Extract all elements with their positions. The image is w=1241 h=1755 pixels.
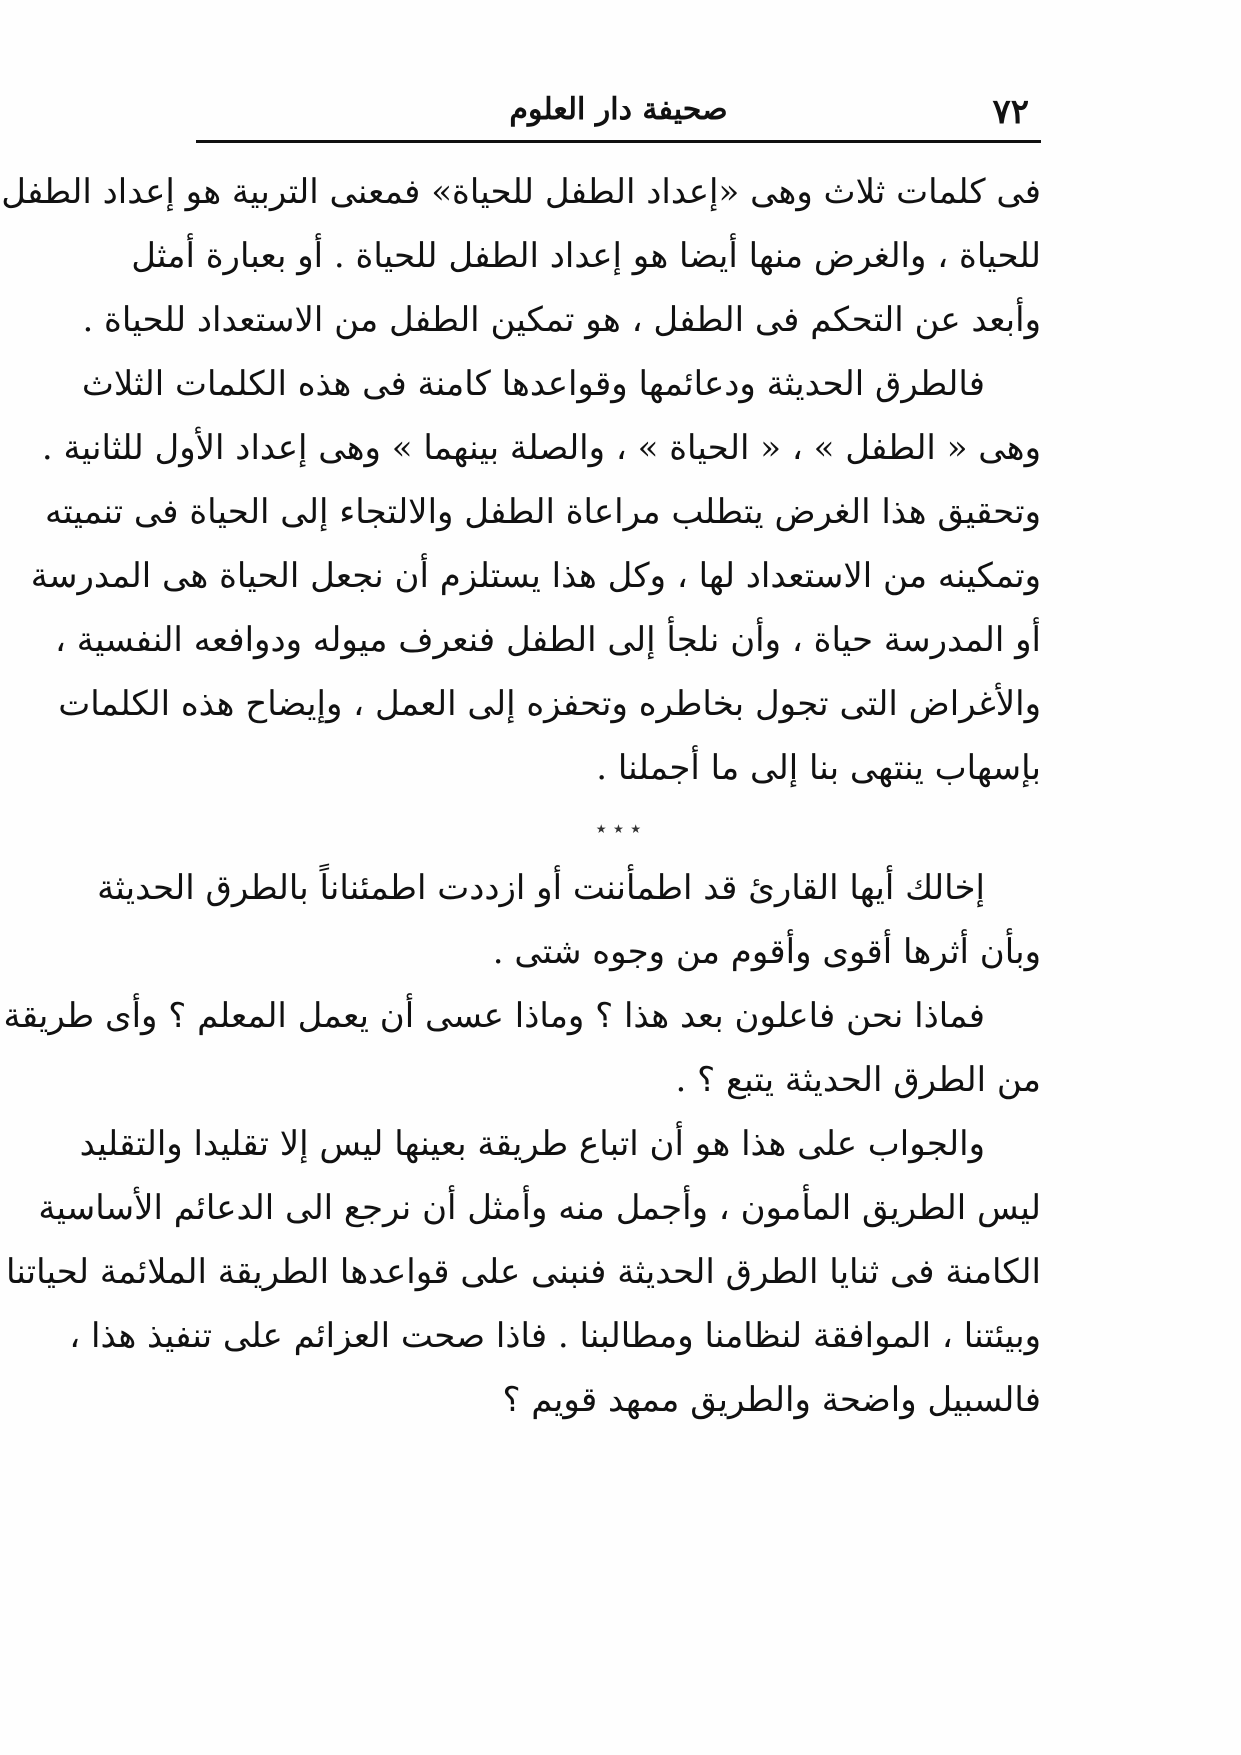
text-line: وبيئتنا ، الموافقة لنظامنا ومطالبنا . فاذا صحت العزائم على تنفيذ هذا ، <box>69 1316 1041 1356</box>
text-line: فى كلمات ثلاث وهى «إعداد الطفل للحياة» فمعنى التربية هو إعداد الطفل <box>1 172 1041 212</box>
page-number: ٧٢ <box>992 92 1029 132</box>
section-divider: ٭ ٭ ٭ <box>595 816 642 840</box>
text-line: وهى « الطفل » ، « الحياة » ، والصلة بينهما » وهى إعداد الأول للثانية . <box>41 428 1041 468</box>
text-line: وتحقيق هذا الغرض يتطلب مراعاة الطفل والالتجاء إلى الحياة فى تنميته <box>44 492 1041 532</box>
text-line: الكامنة فى ثنايا الطرق الحديثة فنبنى على قواعدها الطريقة الملائمة لحياتنا <box>6 1252 1041 1292</box>
text-line: وبأن أثرها أقوى وأقوم من وجوه شتى . <box>492 932 1041 972</box>
text-line: من الطرق الحديثة يتبع ؟ . <box>675 1060 1041 1100</box>
text-line: أو المدرسة حياة ، وأن نلجأ إلى الطفل فنعرف ميوله ودوافعه النفسية ، <box>55 620 1041 660</box>
body-text <box>1 160 1041 1432</box>
text-line: للحياة ، والغرض منها أيضا هو إعداد الطفل للحياة . أو بعبارة أمثل <box>131 236 1041 276</box>
text-line: فالسبيل واضحة والطريق ممهد قويم ؟ <box>502 1380 1041 1420</box>
text-line: والأغراض التى تجول بخاطره وتحفزه إلى العمل ، وإيضاح هذه الكلمات <box>58 684 1041 724</box>
text-line: بإسهاب ينتهى بنا إلى ما أجملنا . <box>596 748 1041 788</box>
running-title: صحيفة دار العلوم <box>509 92 728 127</box>
text-line: ليس الطريق المأمون ، وأجمل منه وأمثل أن نرجع الى الدعائم الأساسية <box>38 1188 1041 1228</box>
text-line: إخالك أيها القارئ قد اطمأننت أو ازددت اطمئناناً بالطرق الحديثة <box>97 868 985 908</box>
text-line: فالطرق الحديثة ودعائمها وقواعدها كامنة فى هذه الكلمات الثلاث <box>81 364 985 404</box>
text-line: وأبعد عن التحكم فى الطفل ، هو تمكين الطفل من الاستعداد للحياة . <box>82 300 1041 340</box>
text-line: والجواب على هذا هو أن اتباع طريقة بعينها ليس إلا تقليدا والتقليد <box>79 1124 985 1164</box>
text-line: فماذا نحن فاعلون بعد هذا ؟ وماذا عسى أن يعمل المعلم ؟ وأى طريقة <box>3 996 985 1036</box>
text-line: وتمكينه من الاستعداد لها ، وكل هذا يستلزم أن نجعل الحياة هى المدرسة <box>30 556 1041 596</box>
header-rule <box>196 140 1041 143</box>
page-header <box>196 84 1041 140</box>
